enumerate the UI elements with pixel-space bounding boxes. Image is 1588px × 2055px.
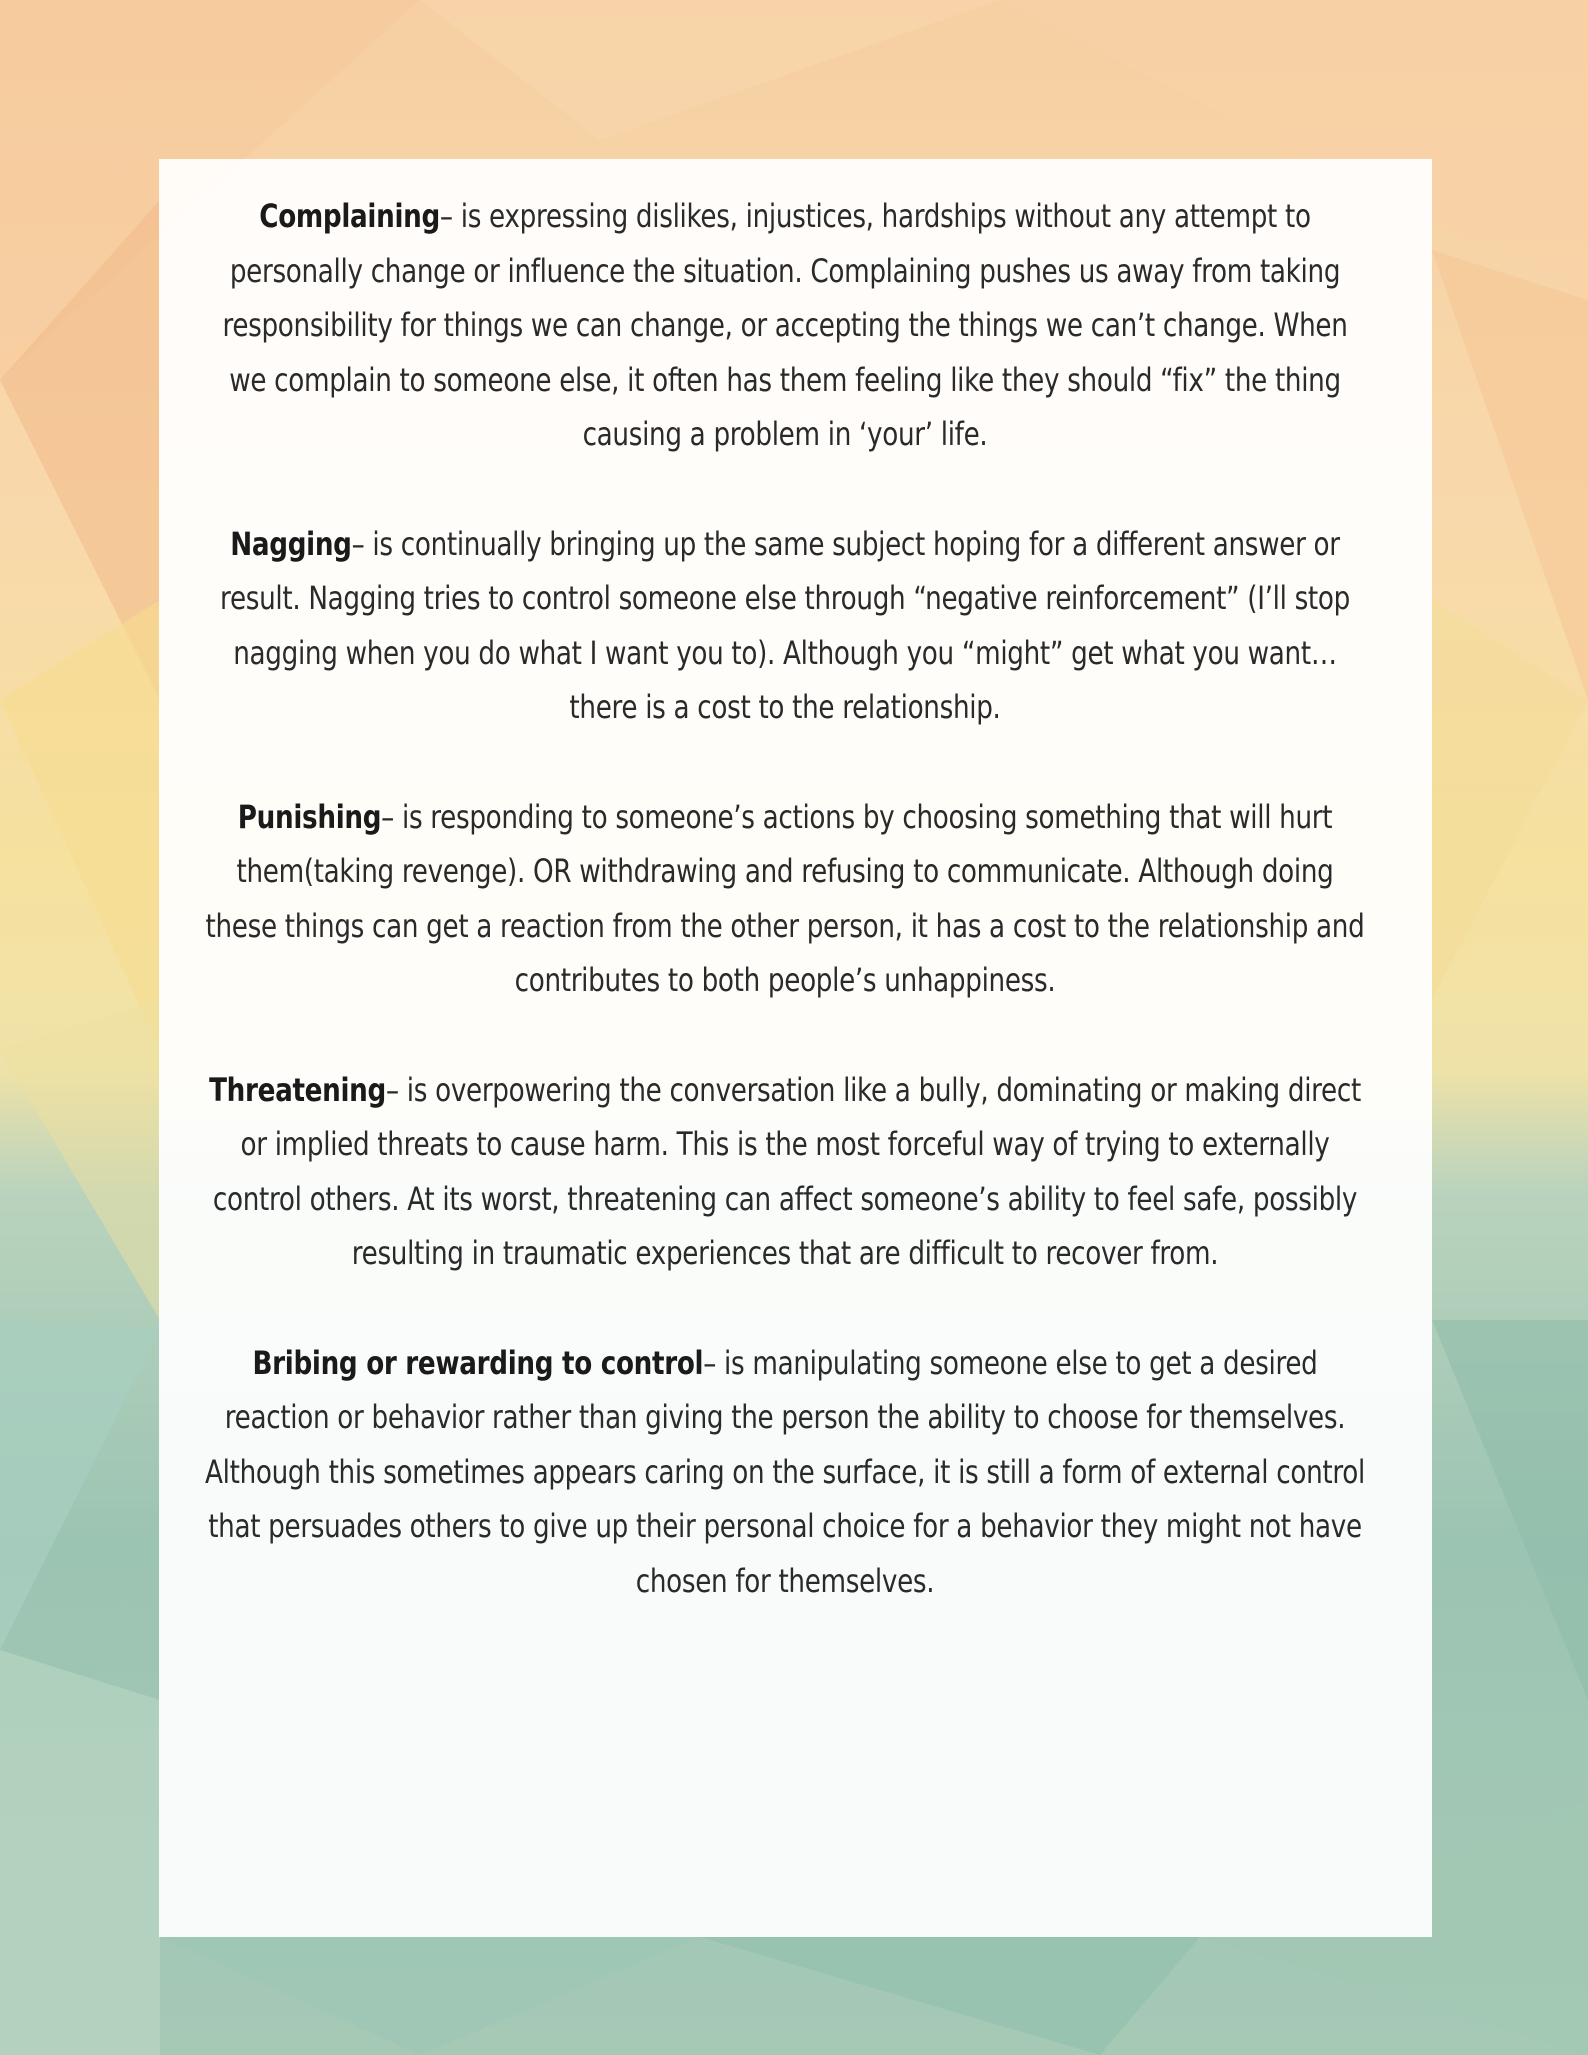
definition-text: – is expressing dislikes, injustices, hardships without any attempt to personally change or influence the situation. Complaining pushes us away from taking responsibility for things we can change, or accepting the things we can’t change. When we complain to someone else, it often has them feeling like they should “fix” the thing causing a problem in ‘your’ life. [222,197,1348,453]
term-threatening: Threatening [209,1070,386,1109]
term-nagging: Nagging [230,524,352,563]
definition-text: – is continually bringing up the same subject hoping for a different answer or result. Nagging tries to control someone else through “negative reinforcement” (I’ll stop nagging when you do what I want you to). Although you “might” get what you want… there is a cost to the relationship. [220,524,1350,726]
term-bribing: Bribing or rewarding to control [252,1343,704,1382]
definition-threatening [202,1063,1368,1281]
definition-text: – is overpowering the conversation like a bully, dominating or making direct or implied threats to cause harm. This is the most forceful way of trying to externally control others. At its worst, threatening can affect someone’s ability to feel safe, possibly resulting in traumatic experiences that are difficult to recover from. [212,1070,1361,1272]
definition-complaining [202,189,1368,462]
definition-nagging [202,517,1368,735]
definition-bribing [202,1336,1368,1609]
term-complaining: Complaining [259,197,440,235]
definition-punishing [202,790,1368,1008]
content-card [159,159,1432,1937]
definition-text: – is manipulating someone else to get a desired reaction or behavior rather than giving the person the ability to choose for themselves. Although this sometimes appears caring on the surface, it is still a form of external control that persuades others to give up their personal choice for a behavior they might not have chosen for themselves. [205,1343,1365,1600]
term-punishing: Punishing [237,797,382,836]
definition-text: – is responding to someone’s actions by choosing something that will hurt them(taking revenge). OR withdrawing and refusing to communicate. Although doing these things can get a reaction from the other person, it has a cost to the relationship and contributes to both people’s unhappiness. [205,797,1365,999]
